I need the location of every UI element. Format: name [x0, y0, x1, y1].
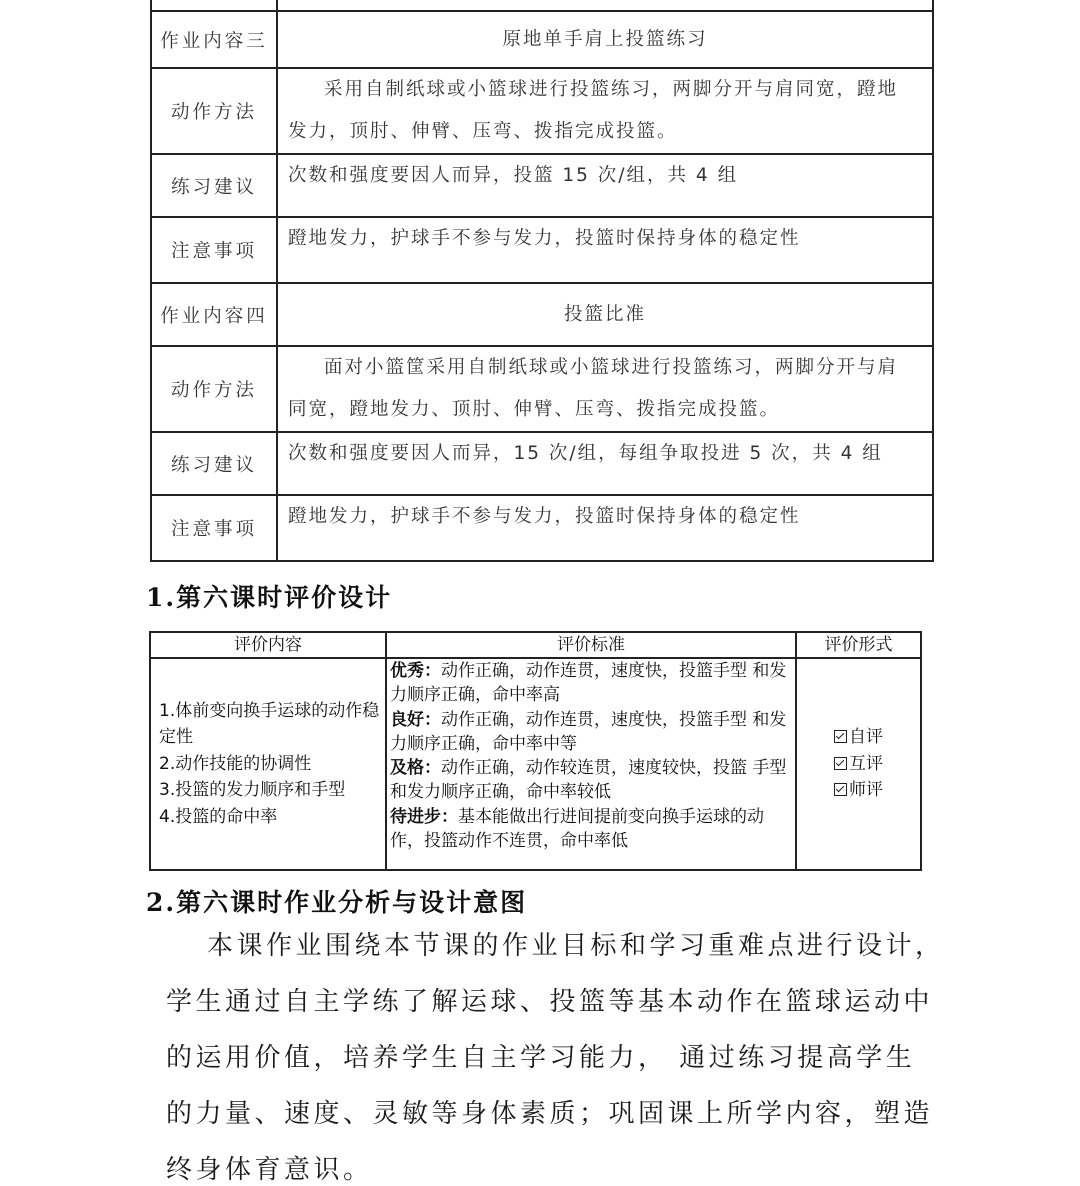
- checked-box-icon: [834, 783, 847, 796]
- table-header-row: [150, 632, 921, 658]
- row-label: 动作方法: [151, 346, 277, 432]
- row-label: 练习建议: [151, 432, 277, 495]
- table-row: [151, 283, 933, 346]
- form-option: [797, 777, 920, 804]
- value-line: 采用自制纸球或小篮球进行投篮练习，两脚分开与肩同宽，蹬地: [324, 79, 899, 100]
- evaluation-form-cell: [796, 658, 921, 870]
- evaluation-table: [149, 631, 922, 871]
- table-row: [151, 154, 933, 217]
- table-row: [151, 68, 933, 154]
- column-header: 评价内容: [150, 632, 386, 658]
- value-line: 发力，顶肘、伸臂、压弯、拨指完成投篮。: [288, 121, 678, 142]
- row-value: [277, 68, 933, 154]
- row-value: 原地单手肩上投篮练习: [277, 11, 933, 68]
- row-value: 投篮比准: [277, 283, 933, 346]
- criteria-text: 基本能做出行进间提前变向换手运球的动作，投篮动作不连贯，命中率低: [390, 806, 764, 852]
- column-header: 评价形式: [796, 632, 921, 658]
- section-heading: 1.第六课时评价设计: [146, 583, 393, 612]
- row-label: [151, 0, 277, 11]
- row-value: 蹬地发力，护球手不参与发力，投篮时保持身体的稳定性: [277, 217, 933, 283]
- criteria-text: 动作正确，动作较连贯，速度较快，投篮 手型和发力顺序正确，命中率较低: [390, 758, 787, 803]
- table-row: [151, 495, 933, 561]
- criteria-item: [390, 805, 795, 854]
- content-item: 3.投篮的发力顺序和手型: [159, 780, 346, 801]
- row-value: 次数和强度要因人而异，投篮 15 次/组，共 4 组: [277, 154, 933, 217]
- criteria-item: [390, 708, 795, 757]
- table-row: [151, 346, 933, 432]
- value-line: 面对小篮筐采用自制纸球或小篮球进行投篮练习，两脚分开与肩: [324, 357, 899, 378]
- criteria-level: 良好：: [390, 709, 441, 730]
- section-heading: 2.第六课时作业分析与设计意图: [146, 888, 528, 917]
- criteria-level: 待进步：: [390, 806, 458, 827]
- criteria-item: [390, 756, 795, 805]
- table-row: [151, 11, 933, 68]
- table-row: [150, 658, 921, 870]
- row-value: 次数和强度要因人而异，15 次/组，每组争取投进 5 次，共 4 组: [277, 432, 933, 495]
- form-label: 自评: [849, 727, 883, 748]
- criteria-text: 动作正确，动作连贯，速度快，投篮手型 和发力顺序正确，命中率高: [390, 661, 787, 706]
- row-label: 注意事项: [151, 495, 277, 561]
- row-label: 作业内容三: [151, 11, 277, 68]
- content-item: 1.体前变向换手运球的动作稳定性: [159, 700, 380, 748]
- row-label: 注意事项: [151, 217, 277, 283]
- form-label: 互评: [849, 753, 883, 774]
- row-value: 蹬地发力，护球手不参与发力，投篮时保持身体的稳定性: [277, 495, 933, 561]
- criteria-level: 优秀：: [390, 661, 441, 681]
- criteria-item: [390, 659, 795, 708]
- value-line: 同宽，蹬地发力、顶肘、伸臂、压弯、拨指完成投篮。: [288, 399, 781, 420]
- row-label: 作业内容四: [151, 283, 277, 346]
- evaluation-criteria-cell: [386, 658, 796, 870]
- form-option: [797, 724, 920, 751]
- content-item: 2.动作技能的协调性: [159, 753, 312, 774]
- checked-box-icon: [834, 757, 847, 770]
- row-label: 动作方法: [151, 68, 277, 154]
- table-row: [151, 0, 933, 11]
- table-row: [151, 432, 933, 495]
- row-value: [277, 0, 933, 11]
- checked-box-icon: [834, 730, 847, 743]
- criteria-level: 及格：: [390, 758, 441, 779]
- row-value: [277, 346, 933, 432]
- column-header: 评价标准: [386, 632, 796, 658]
- paragraph-line: 的力量、速度、灵敏等身体素质；巩固课上所学内容，塑造: [166, 1099, 934, 1129]
- content-item: 4.投篮的命中率: [159, 806, 278, 827]
- criteria-text: 动作正确，动作连贯，速度快，投篮手型 和发力顺序正确，命中率中等: [390, 709, 787, 754]
- form-option: [797, 751, 920, 778]
- evaluation-content-cell: [150, 658, 386, 870]
- row-label: 练习建议: [151, 154, 277, 217]
- paragraph-line: 本课作业围绕本节课的作业目标和学习重难点进行设计，: [207, 931, 945, 961]
- table-row: [151, 217, 933, 283]
- form-label: 师评: [849, 780, 883, 801]
- homework-table: [150, 0, 934, 562]
- paragraph-line: 的运用价值，培养学生自主学习能力， 通过练习提高学生: [166, 1043, 916, 1073]
- paragraph-line: 终身体育意识。: [166, 1155, 373, 1185]
- paragraph-line: 学生通过自主学练了解运球、投篮等基本动作在篮球运动中: [166, 987, 934, 1017]
